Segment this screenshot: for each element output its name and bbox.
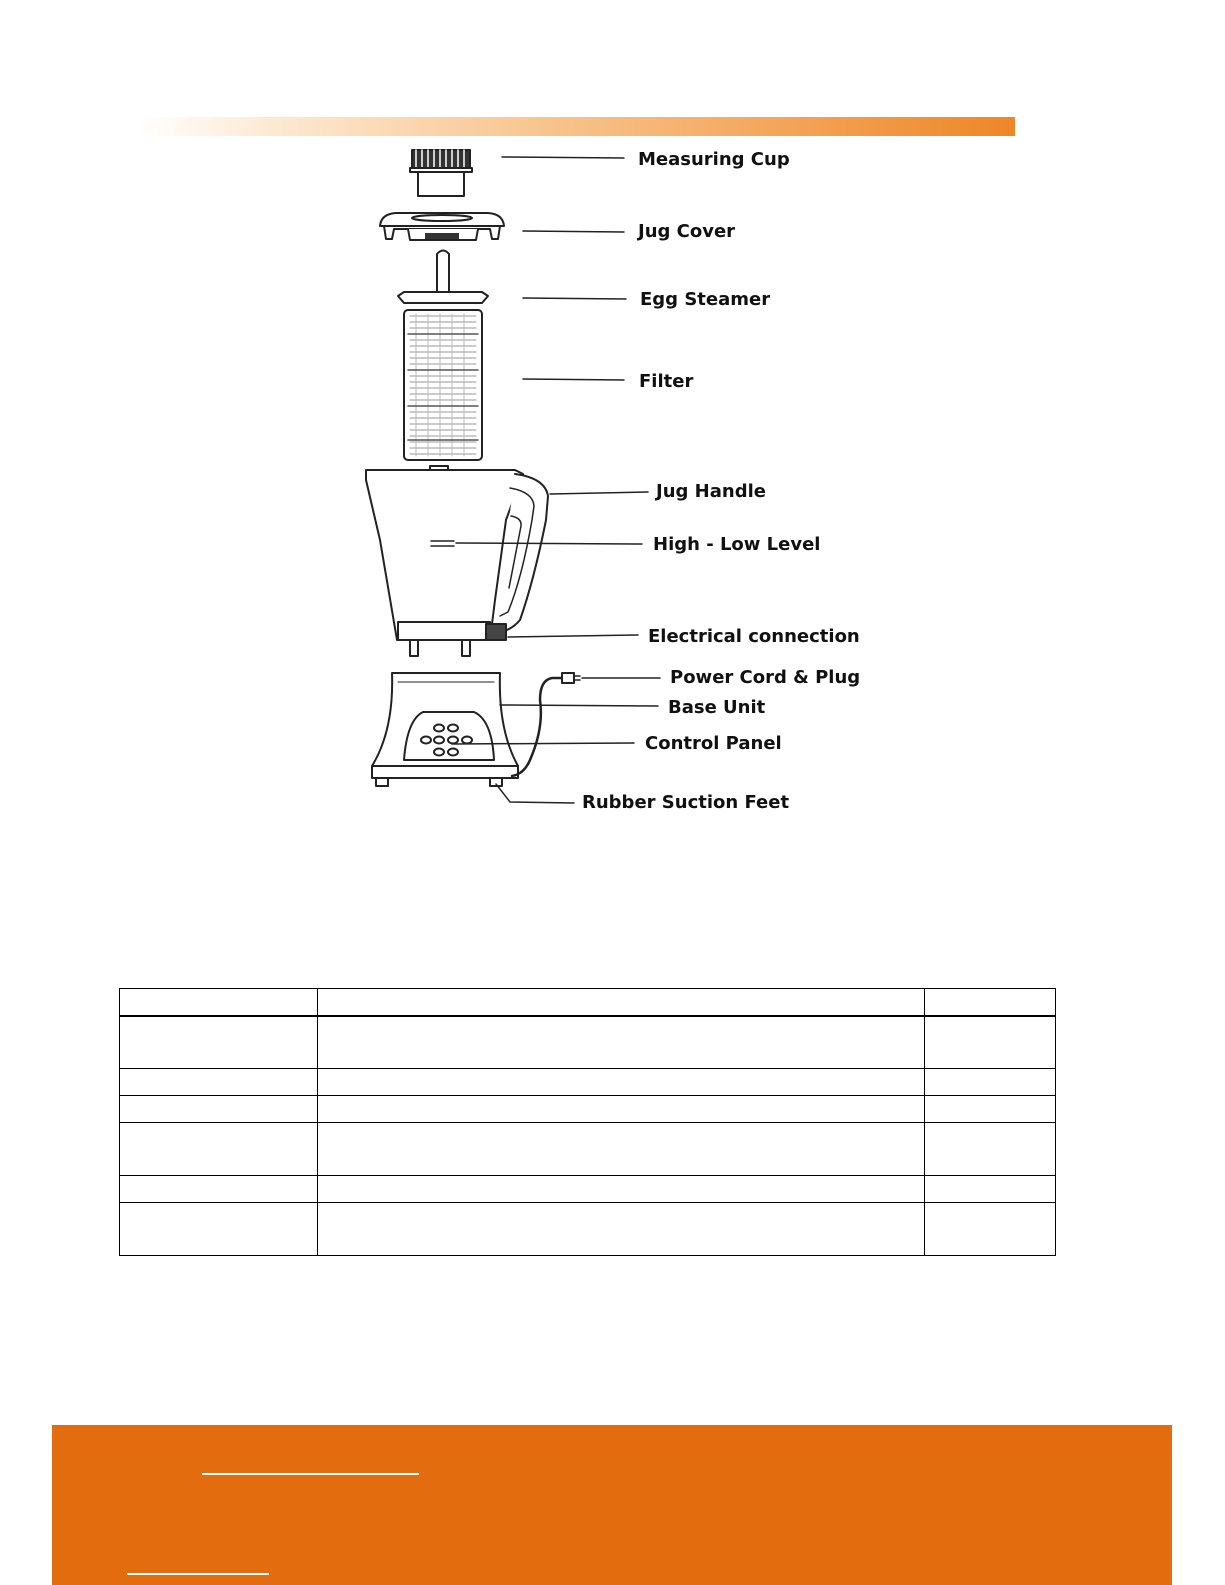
table-row <box>120 1123 1056 1176</box>
label-rubber-suction-feet: Rubber Suction Feet <box>582 792 790 813</box>
table-cell <box>317 1176 924 1203</box>
table-cell <box>120 1123 318 1176</box>
table-cell <box>925 1203 1056 1256</box>
table-cell <box>317 1069 924 1096</box>
label-jug-handle: Jug Handle <box>656 481 766 502</box>
table-cell <box>317 989 924 1016</box>
table-cell <box>120 989 318 1016</box>
filter-drawing <box>404 310 482 460</box>
table-cell <box>925 989 1056 1016</box>
table-cell <box>925 1016 1056 1069</box>
table-cell <box>925 1123 1056 1176</box>
label-electrical-connection: Electrical connection <box>648 626 860 647</box>
table-cell <box>120 1069 318 1096</box>
table-cell <box>120 1203 318 1256</box>
jug-drawing <box>366 466 548 656</box>
label-control-panel: Control Panel <box>645 733 782 754</box>
base-unit-drawing <box>372 673 580 786</box>
table-cell <box>317 1203 924 1256</box>
table-cell <box>120 1176 318 1203</box>
table-row <box>120 1203 1056 1256</box>
table-row <box>120 1016 1056 1069</box>
label-filter: Filter <box>639 371 694 392</box>
table-row <box>120 1096 1056 1123</box>
label-power-cord-plug: Power Cord & Plug <box>670 667 861 688</box>
table-header-row <box>120 989 1056 1016</box>
table-row <box>120 1176 1056 1203</box>
table-cell <box>317 1123 924 1176</box>
egg-steamer-drawing <box>398 251 488 304</box>
table-cell <box>317 1096 924 1123</box>
footer-bar <box>52 1425 1172 1585</box>
label-high-low-level: High - Low Level <box>653 534 821 555</box>
measuring-cup-drawing <box>410 150 472 196</box>
label-measuring-cup: Measuring Cup <box>638 149 790 170</box>
table-cell <box>925 1069 1056 1096</box>
jug-cover-drawing <box>380 213 504 240</box>
label-base-unit: Base Unit <box>668 697 766 718</box>
table-cell <box>925 1176 1056 1203</box>
table-cell <box>120 1016 318 1069</box>
table-cell <box>925 1096 1056 1123</box>
table-cell <box>317 1016 924 1069</box>
label-egg-steamer: Egg Steamer <box>640 289 771 310</box>
table-row <box>120 1069 1056 1096</box>
table-cell <box>120 1096 318 1123</box>
label-jug-cover: Jug Cover <box>638 221 736 242</box>
footer-link-underline[interactable] <box>202 1473 419 1475</box>
footer-link-underline[interactable] <box>127 1573 269 1575</box>
spec-table <box>119 988 1056 1256</box>
